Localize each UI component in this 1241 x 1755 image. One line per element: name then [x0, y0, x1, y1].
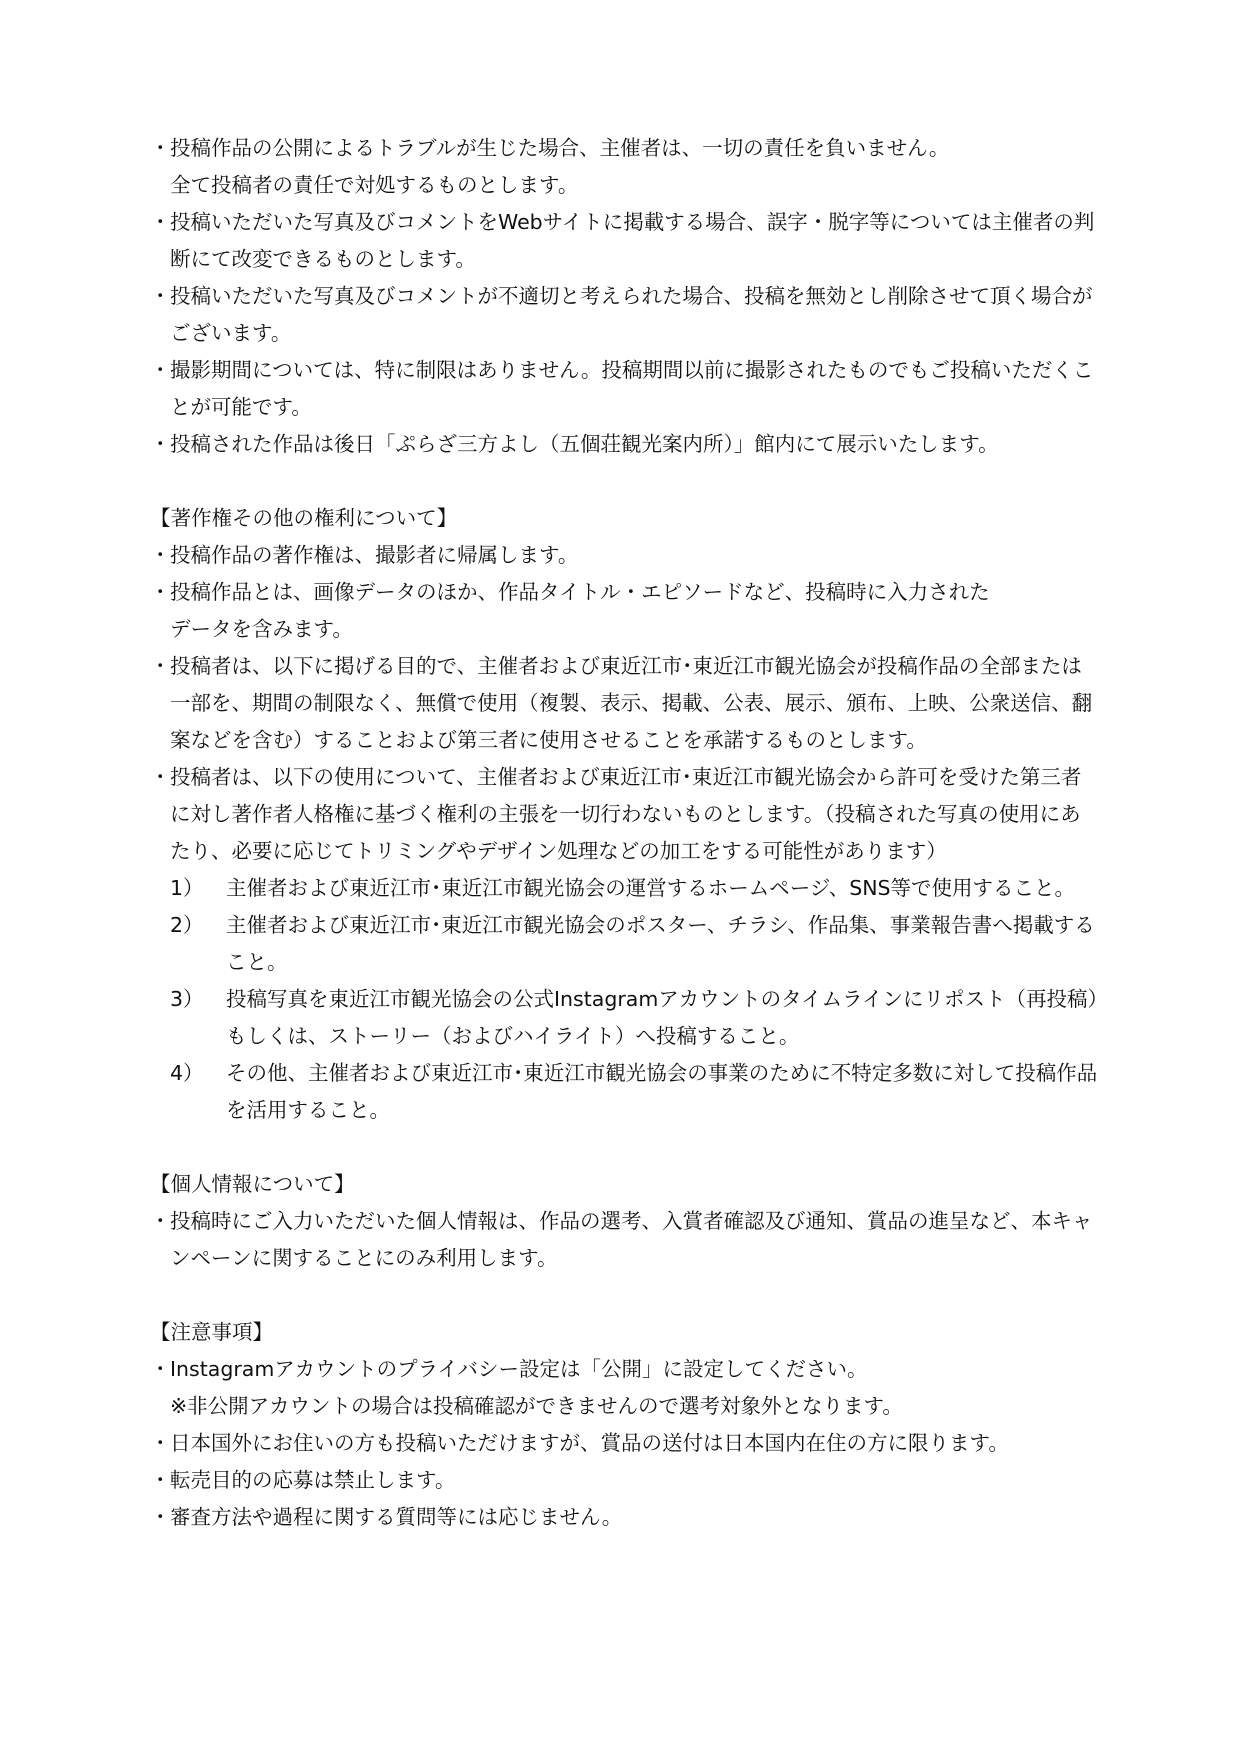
document-body	[150, 130, 1100, 1536]
section-spacer	[150, 1129, 1100, 1166]
list-item-text: 日本国外にお住いの方も投稿いただけますが、賞品の送付は日本国内在住の方に限ります。	[170, 1431, 1009, 1455]
list-item	[150, 1425, 1100, 1462]
list-item-text: 投稿作品とは、画像データのほか、作品タイトル・エピソードなど、投稿時に入力された データを含みます。	[170, 580, 990, 641]
bullet-mark: ・	[150, 210, 171, 234]
list-item	[150, 278, 1100, 352]
bullet-mark: ・	[150, 543, 171, 567]
bullet-mark: ・	[150, 580, 171, 604]
list-item-text: 撮影期間については、特に制限はありません。投稿期間以前に撮影されたものでもご投稿いただくことが可能です。	[170, 358, 1094, 419]
bullet-mark: ・	[150, 765, 171, 789]
numbered-item-text: 主催者および東近江市･東近江市観光協会のポスター、チラシ、作品集、事業報告書へ掲載すること。	[226, 913, 1095, 974]
list-item	[150, 130, 1100, 204]
list-item-text: 投稿時にご入力いただいた個人情報は、作品の選考、入賞者確認及び通知、賞品の進呈など、本キャンペーンに関することにのみ利用します。	[170, 1209, 1093, 1270]
list-item-text: 投稿された作品は後日「ぷらざ三方よし（五個荘観光案内所）」館内にて展示いたします。	[170, 432, 999, 456]
bullet-mark: ・	[150, 654, 171, 678]
list-item-text: 投稿いただいた写真及びコメントをWebサイトに掲載する場合、誤字・脱字等については主催者の判断にて改変できるものとします。	[170, 210, 1095, 271]
list-item	[150, 426, 1100, 463]
list-item-text: Instagramアカウントのプライバシー設定は「公開」に設定してください。 ※非公開アカウントの場合は投稿確認ができませんので選考対象外となります。	[170, 1357, 903, 1418]
list-item-text: 投稿いただいた写真及びコメントが不適切と考えられた場合、投稿を無効とし削除させて頂く場合がございます。	[170, 284, 1093, 345]
section-copyright	[150, 500, 1100, 1129]
section-spacer	[150, 1277, 1100, 1314]
bullet-mark: ・	[150, 432, 171, 456]
bullet-mark: ・	[150, 284, 171, 308]
list-item-text: 投稿作品の著作権は、撮影者に帰属します。	[170, 543, 579, 567]
numbered-item-text: その他、主催者および東近江市･東近江市観光協会の事業のために不特定多数に対して投稿作品を活用すること。	[226, 1061, 1098, 1122]
section-heading-copyright: 【著作権その他の権利について】	[150, 506, 458, 530]
list-item	[150, 759, 1100, 870]
item-number: 4）	[170, 1061, 204, 1085]
item-number: 2）	[170, 913, 204, 937]
bullet-mark: ・	[150, 1468, 171, 1492]
list-item-text: 投稿者は、以下に掲げる目的で、主催者および東近江市･東近江市観光協会が投稿作品の全部または一部を、期間の制限なく、無償で使用（複製、表示、掲載、公表、展示、頒布、上映、公衆送信、翻案などを含む）することおよび第三者に使用させることを承諾するものとします。	[170, 654, 1093, 752]
section-heading-personal-info: 【個人情報について】	[150, 1172, 355, 1196]
list-item	[150, 1462, 1100, 1499]
item-number: 1）	[170, 876, 204, 900]
bullet-mark: ・	[150, 1357, 171, 1381]
bullet-mark: ・	[150, 136, 171, 160]
numbered-item-text: 投稿写真を東近江市観光協会の公式Instagramアカウントのタイムラインにリポスト（再投稿）もしくは、ストーリー（およびハイライト）へ投稿すること。	[226, 987, 1098, 1048]
list-item	[150, 648, 1100, 759]
bullet-mark: ・	[150, 1431, 171, 1455]
bullet-mark: ・	[150, 1209, 171, 1233]
list-item-text: 投稿作品の公開によるトラブルが生じた場合、主催者は、一切の責任を負いません。 全て投稿者の責任で対処するものとします。	[170, 136, 950, 197]
numbered-item	[170, 907, 1100, 981]
section-general-notes	[150, 130, 1100, 463]
list-item	[150, 537, 1100, 574]
section-heading-cautions: 【注意事項】	[150, 1320, 273, 1344]
list-item	[150, 204, 1100, 278]
list-item	[150, 1203, 1100, 1277]
item-number: 3）	[170, 987, 204, 1011]
list-item	[150, 352, 1100, 426]
list-item	[150, 574, 1100, 648]
numbered-item	[170, 981, 1100, 1055]
list-item	[150, 1351, 1100, 1425]
list-item	[150, 1499, 1100, 1536]
section-cautions	[150, 1314, 1100, 1536]
numbered-item	[170, 1055, 1100, 1129]
section-spacer	[150, 463, 1100, 500]
list-item-text: 転売目的の応募は禁止します。	[170, 1468, 456, 1492]
bullet-mark: ・	[150, 1505, 171, 1529]
numbered-item	[170, 870, 1100, 907]
numbered-item-text: 主催者および東近江市･東近江市観光協会の運営するホームページ、SNS等で使用すること。	[226, 876, 1076, 900]
bullet-mark: ・	[150, 358, 171, 382]
section-personal-info	[150, 1166, 1100, 1277]
list-item-text: 投稿者は、以下の使用について、主催者および東近江市･東近江市観光協会から許可を受けた第三者に対し著作者人格権に基づく権利の主張を一切行わないものとします。（投稿された写真の使用にあたり、必要に応じてトリミングやデザイン処理などの加工をする可能性があります）	[170, 765, 1082, 863]
list-item-text: 審査方法や過程に関する質問等には応じません。	[170, 1505, 623, 1529]
